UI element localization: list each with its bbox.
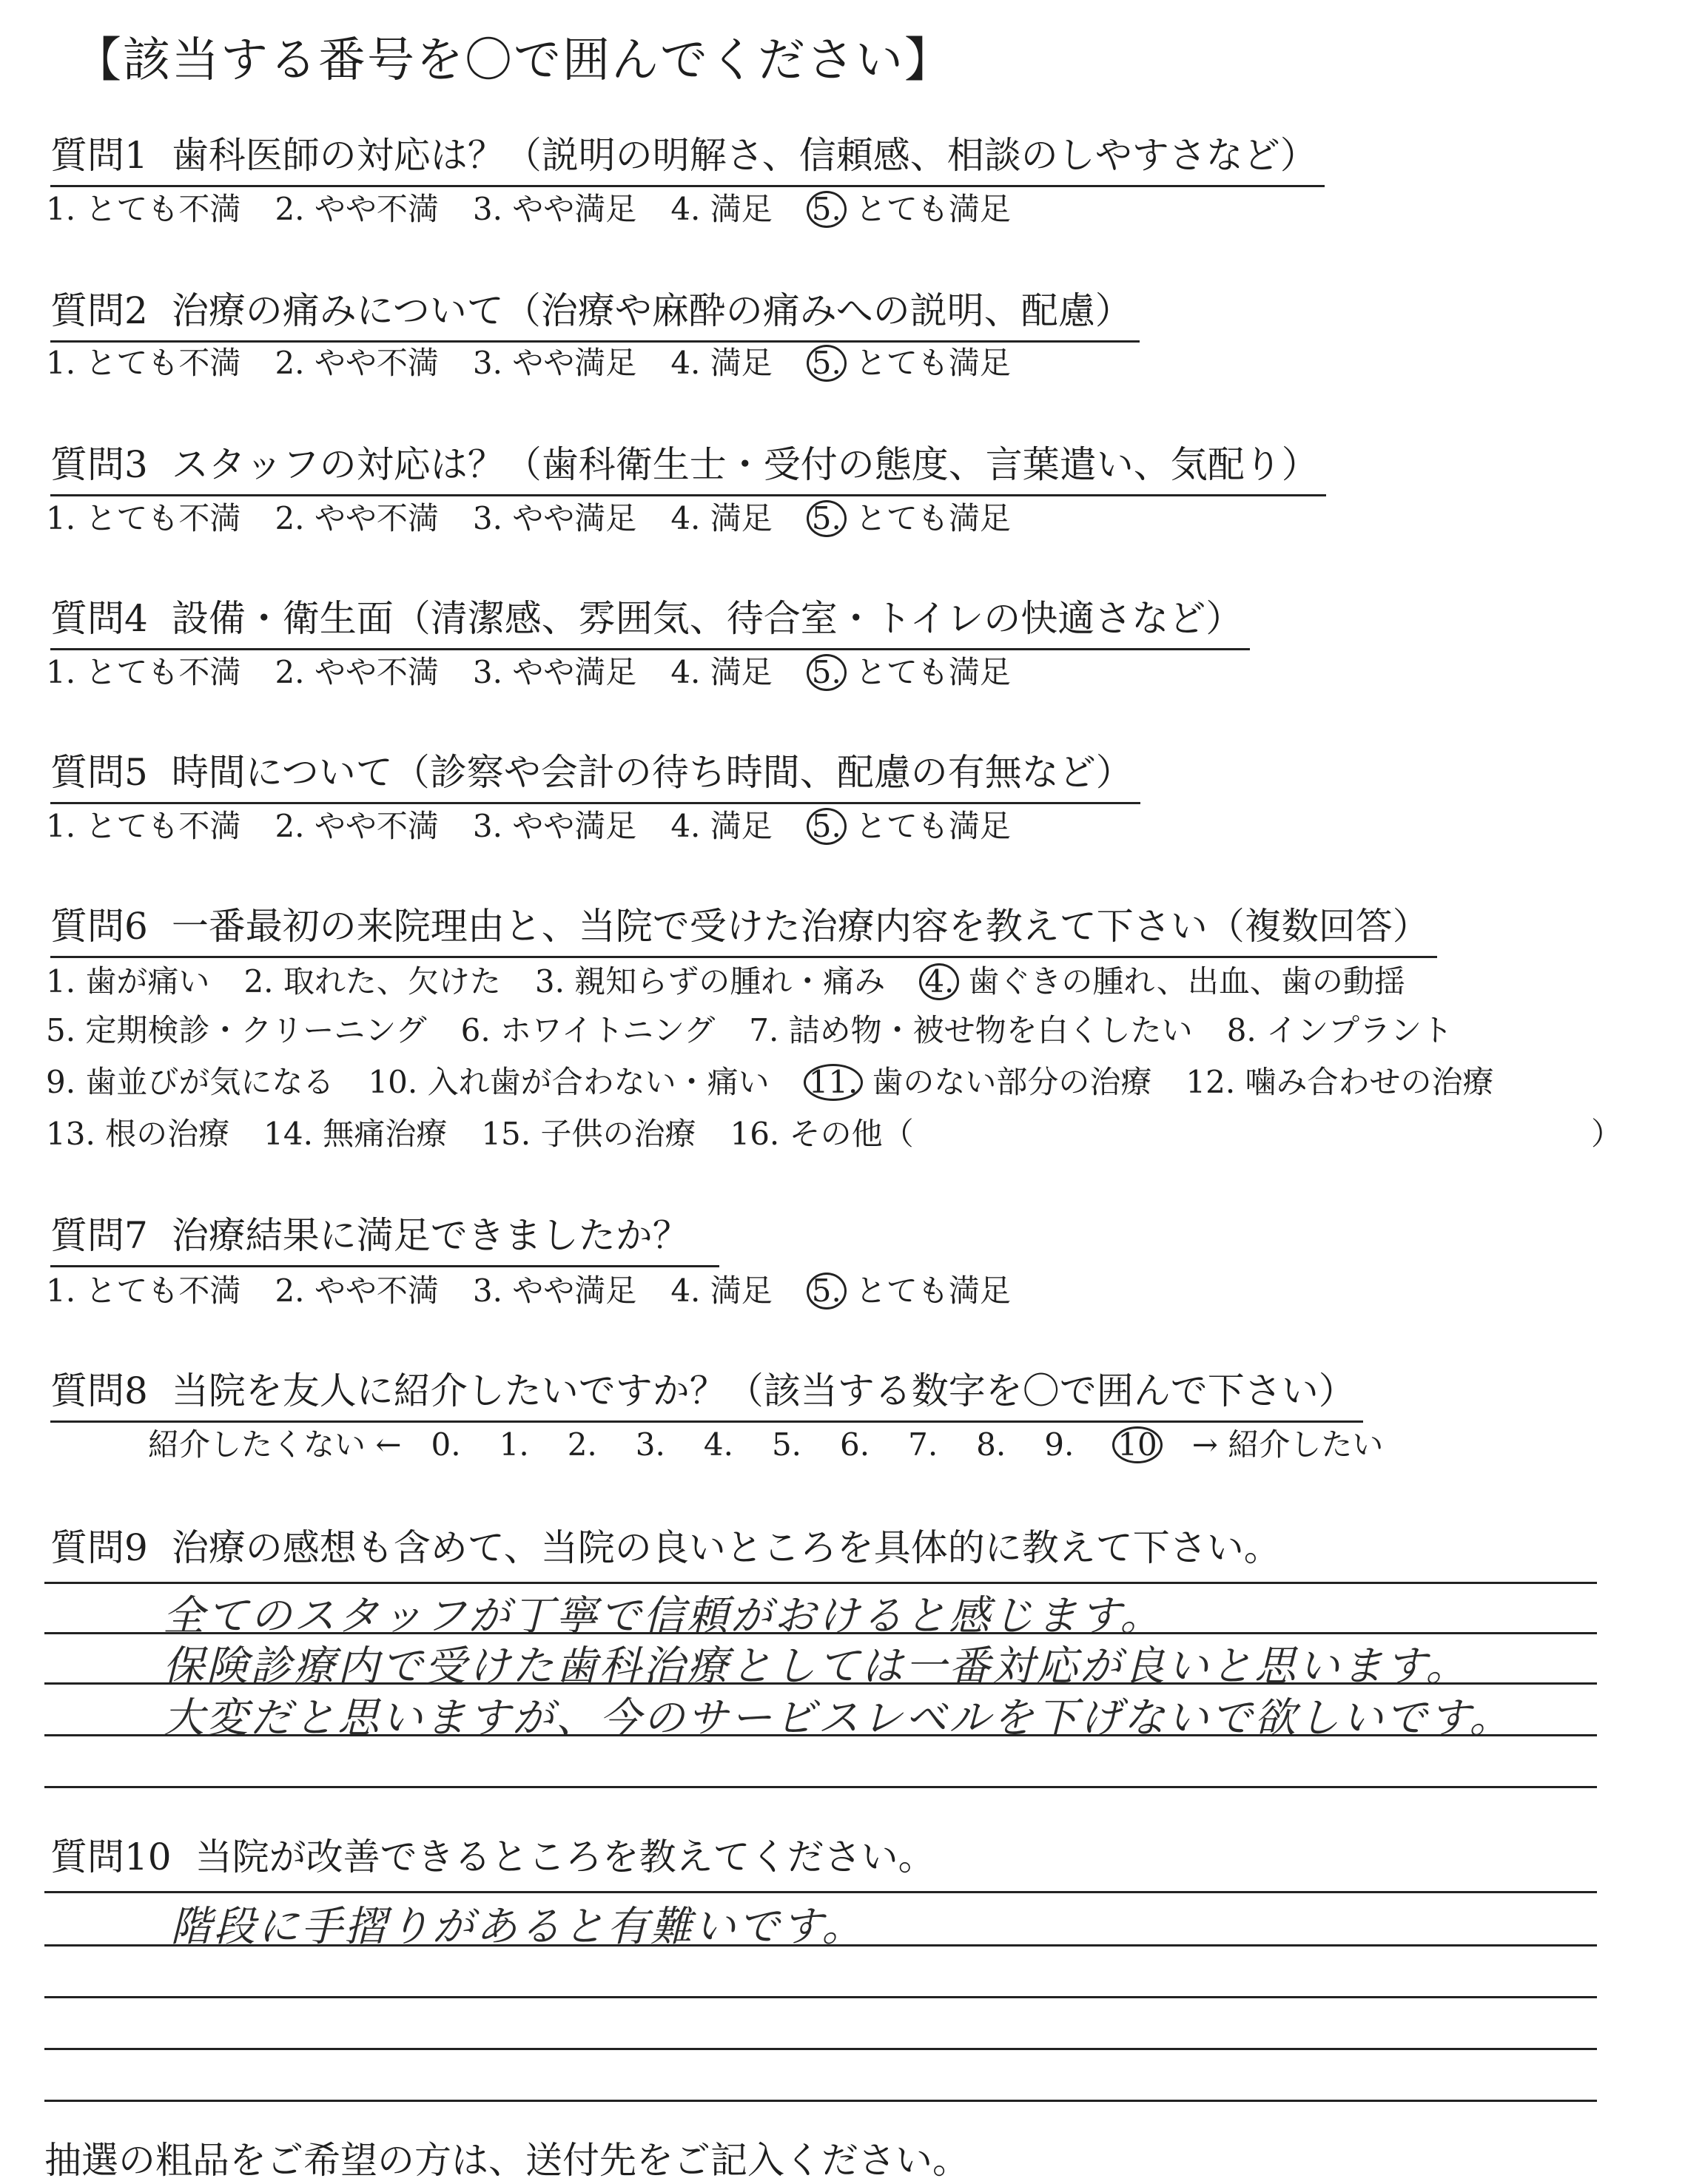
- option-1[interactable]: 1. とても不満: [46, 808, 241, 844]
- question-number: 質問3: [50, 443, 148, 486]
- question-1: [50, 126, 1325, 187]
- question-2: [50, 281, 1140, 343]
- q6-other-close-paren: ）: [1591, 1116, 1623, 1152]
- option-5-circled[interactable]: 5.: [807, 191, 847, 228]
- q9-handwritten-line-1: 全てのスタッフが丁寧で信頼がおけると感じます。: [163, 1592, 1164, 1640]
- q8-scale-row: [148, 1420, 1383, 1465]
- q8-right-label: → 紹介したい: [1191, 1426, 1384, 1463]
- question-number: 質問1: [50, 134, 148, 177]
- footer-note: 抽選の粗品をご希望の方は、送付先をご記入ください。: [44, 2139, 969, 2182]
- question-number: 質問7: [50, 1214, 148, 1257]
- option-2[interactable]: 2. やや不満: [275, 808, 439, 844]
- question-number: 質問10: [50, 1836, 172, 1878]
- q6-option-other[interactable]: 16. その他（: [730, 1116, 914, 1152]
- option-2[interactable]: 2. やや不満: [275, 654, 439, 690]
- q6-option[interactable]: 13. 根の治療: [46, 1116, 230, 1152]
- option-4[interactable]: 4. 満足: [670, 654, 773, 690]
- option-1[interactable]: 1. とても不満: [46, 191, 241, 227]
- option-5-label: とても満足: [855, 500, 1011, 536]
- question-4: [50, 589, 1250, 650]
- question-10: [50, 1827, 935, 1881]
- option-2[interactable]: 2. やや不満: [275, 500, 439, 536]
- q8-option[interactable]: 1.: [499, 1426, 529, 1463]
- answer-row-q2: [46, 339, 1011, 383]
- q6-option[interactable]: 9. 歯並びが気になる: [46, 1064, 334, 1100]
- q6-option-11-circled[interactable]: 11.: [804, 1064, 864, 1101]
- q8-option[interactable]: 2.: [567, 1426, 597, 1463]
- option-3[interactable]: 3. やや満足: [472, 345, 637, 381]
- q6-option[interactable]: 3. 親知らずの腫れ・痛み: [534, 963, 886, 1000]
- q8-option[interactable]: 4.: [703, 1426, 733, 1463]
- option-5-label: とても満足: [855, 345, 1011, 381]
- q8-option[interactable]: 6.: [840, 1426, 870, 1463]
- option-1[interactable]: 1. とても不満: [46, 345, 241, 381]
- option-4[interactable]: 4. 満足: [670, 808, 773, 844]
- option-5-label: とても満足: [855, 808, 1011, 844]
- q6-option-4-circled[interactable]: 4.: [919, 963, 959, 1000]
- option-1[interactable]: 1. とても不満: [46, 500, 241, 536]
- question-text: 時間について（診察や会計の待ち時間、配慮の有無など）: [171, 751, 1133, 794]
- q9-handwritten-line-3: 大変だと思いますが、今のサービスレベルを下げないで欲しいです。: [163, 1694, 1513, 1742]
- q6-row-1: [46, 957, 1405, 1002]
- question-6: [50, 897, 1437, 958]
- option-4[interactable]: 4. 満足: [670, 1273, 773, 1309]
- question-text: 当院が改善できるところを教えてください。: [195, 1836, 935, 1878]
- q6-option[interactable]: 2. 取れた、欠けた: [243, 963, 501, 1000]
- answer-line: [44, 2048, 1597, 2050]
- q6-option[interactable]: 7. 詰め物・被せ物を白くしたい: [749, 1012, 1193, 1048]
- option-3[interactable]: 3. やや満足: [472, 191, 637, 227]
- option-5-circled[interactable]: 5.: [807, 500, 847, 537]
- q6-option[interactable]: 14. 無痛治療: [263, 1116, 448, 1152]
- option-3[interactable]: 3. やや満足: [472, 654, 637, 690]
- option-2[interactable]: 2. やや不満: [275, 345, 439, 381]
- question-9: [50, 1518, 1281, 1571]
- option-5-label: とても満足: [855, 1273, 1011, 1309]
- question-text: 当院を友人に紹介したいですか？（該当する数字を〇で囲んで下さい）: [171, 1369, 1356, 1412]
- q6-option-11-label: 歯のない部分の治療: [872, 1064, 1152, 1100]
- option-1[interactable]: 1. とても不満: [46, 1273, 241, 1309]
- q8-option[interactable]: 9.: [1044, 1426, 1075, 1463]
- question-number: 質問2: [50, 289, 148, 332]
- option-5-circled[interactable]: 5.: [807, 808, 847, 845]
- q9-handwritten-line-2: 保険診療内で受けた歯科治療としては一番対応が良いと思います。: [163, 1642, 1470, 1691]
- q6-option[interactable]: 8. インプラント: [1226, 1012, 1453, 1048]
- question-number: 質問8: [50, 1369, 148, 1412]
- option-5-circled[interactable]: 5.: [807, 345, 847, 382]
- q8-option[interactable]: 7.: [908, 1426, 938, 1463]
- answer-row-q7: [46, 1267, 1011, 1311]
- option-3[interactable]: 3. やや満足: [472, 808, 637, 844]
- q8-left-label: 紹介したくない ←: [148, 1426, 402, 1463]
- question-number: 質問5: [50, 751, 148, 794]
- question-text: 設備・衛生面（清潔感、雰囲気、待合室・トイレの快適さなど）: [171, 597, 1243, 640]
- q8-option[interactable]: 5.: [771, 1426, 802, 1463]
- q8-option[interactable]: 8.: [976, 1426, 1006, 1463]
- q6-option[interactable]: 12. 噛み合わせの治療: [1186, 1064, 1494, 1100]
- question-number: 質問9: [50, 1526, 148, 1569]
- question-8: [50, 1361, 1363, 1423]
- q6-option[interactable]: 5. 定期検診・クリーニング: [46, 1012, 427, 1048]
- option-3[interactable]: 3. やや満足: [472, 500, 637, 536]
- q8-option-10-circled[interactable]: 10: [1112, 1426, 1162, 1463]
- question-7: [50, 1206, 719, 1267]
- answer-line: [44, 2100, 1597, 2102]
- q6-option[interactable]: 6. ホワイトニング: [460, 1012, 716, 1048]
- page-title: 【該当する番号を〇で囲んでください】: [74, 33, 953, 88]
- answer-row-q3: [46, 494, 1011, 539]
- q6-option[interactable]: 15. 子供の治療: [481, 1116, 696, 1152]
- answer-row-q1: [46, 185, 1011, 229]
- option-2[interactable]: 2. やや不満: [275, 1273, 439, 1309]
- option-5-circled[interactable]: 5.: [807, 1273, 847, 1310]
- q8-option[interactable]: 3.: [635, 1426, 665, 1463]
- question-text: 治療結果に満足できましたか？: [171, 1214, 690, 1257]
- question-5: [50, 743, 1140, 804]
- option-4[interactable]: 4. 満足: [670, 345, 773, 381]
- answer-line: [44, 1996, 1597, 1998]
- question-text: 治療の感想も含めて、当院の良いところを具体的に教えて下さい。: [171, 1526, 1281, 1569]
- q10-handwritten-line-1: 階段に手摺りがあると有難いです。: [170, 1903, 866, 1951]
- q6-option[interactable]: 1. 歯が痛い: [46, 963, 210, 1000]
- option-2[interactable]: 2. やや不満: [275, 191, 439, 227]
- question-text: 歯科医師の対応は？（説明の明解さ、信頼感、相談のしやすさなど）: [171, 134, 1317, 177]
- q6-row-3: [46, 1058, 1494, 1102]
- option-4[interactable]: 4. 満足: [670, 500, 773, 536]
- question-3: [50, 435, 1326, 496]
- option-4[interactable]: 4. 満足: [670, 191, 773, 227]
- q6-option[interactable]: 10. 入れ歯が合わない・痛い: [368, 1064, 770, 1100]
- question-number: 質問4: [50, 597, 148, 640]
- q6-row-4: [46, 1110, 914, 1154]
- option-3[interactable]: 3. やや満足: [472, 1273, 637, 1309]
- answer-line: [44, 1891, 1597, 1893]
- answer-row-q4: [46, 648, 1011, 692]
- option-5-label: とても満足: [855, 654, 1011, 690]
- question-text: 治療の痛みについて（治療や麻酔の痛みへの説明、配慮）: [171, 289, 1132, 332]
- answer-row-q5: [46, 802, 1011, 846]
- q8-option[interactable]: 0.: [431, 1426, 461, 1463]
- q6-row-2: [46, 1006, 1487, 1051]
- question-text: 一番最初の来院理由と、当院で受けた治療内容を教えて下さい（複数回答）: [171, 905, 1430, 948]
- question-number: 質問6: [50, 905, 148, 948]
- answer-line: [44, 1786, 1597, 1788]
- option-5-circled[interactable]: 5.: [807, 654, 847, 691]
- question-text: スタッフの対応は？（歯科衛生士・受付の態度、言葉遣い、気配り）: [171, 443, 1319, 486]
- option-5-label: とても満足: [855, 191, 1011, 227]
- q6-option-4-label: 歯ぐきの腫れ、出血、歯の動揺: [968, 963, 1405, 1000]
- option-1[interactable]: 1. とても不満: [46, 654, 241, 690]
